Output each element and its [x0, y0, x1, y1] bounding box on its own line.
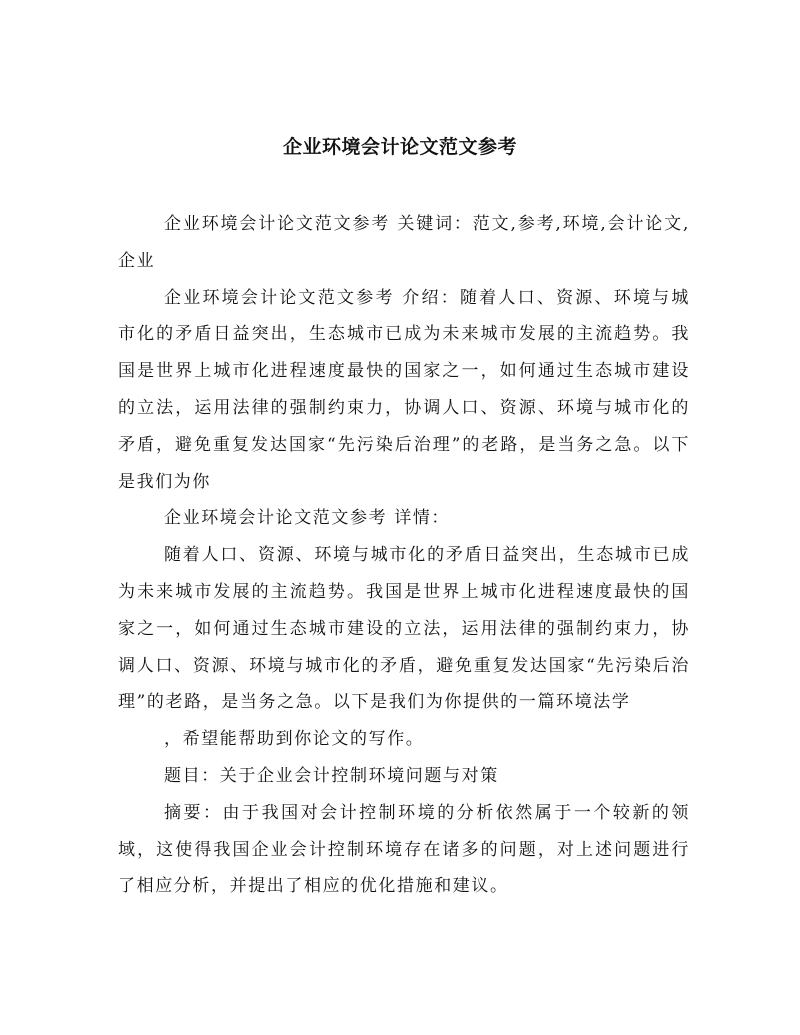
- keywords-paragraph: 企业环境会计论文范文参考 关键词：范文,参考,环境,会计论文,企业: [118, 214, 690, 271]
- abstract-paragraph: 摘要：由于我国对会计控制环境的分析依然属于一个较新的领域，这使得我国企业会计控制环境存在诸多的问题，对上述问题进行了相应分析，并提出了相应的优化措施和建议。: [118, 802, 690, 897]
- introduction-paragraph: 企业环境会计论文范文参考 介绍：随着人口、资源、环境与城市化的矛盾日益突出，生态城市已成为未来城市发展的主流趋势。我国是世界上城市化进程速度最快的国家之一，如何通过生态城市建设的立法，运用法律的强制约束力，协调人口、资源、环境与城市化的矛盾，避免重复发达国家“先污染后治理”的老路，是当务之急。以下是我们为你: [118, 287, 690, 492]
- details-heading: 企业环境会计论文范文参考 详情：: [164, 508, 451, 529]
- document-body: [118, 206, 690, 905]
- details-paragraph: 随着人口、资源、环境与城市化的矛盾日益突出，生态城市已成为未来城市发展的主流趋势。我国是世界上城市化进程速度最快的国家之一，如何通过生态城市建设的立法，运用法律的强制约束力，协调人口、资源、环境与城市化的矛盾，避免重复发达国家“先污染后治理”的老路，是当务之急。以下是我们为你提供的一篇环境法学: [118, 545, 690, 713]
- document-title: 企业环境会计论文范文参考: [282, 136, 517, 158]
- topic-paragraph: 题目：关于企业会计控制环境问题与对策: [164, 765, 499, 786]
- continuation-paragraph: ，希望能帮助到你论文的写作。: [164, 729, 425, 750]
